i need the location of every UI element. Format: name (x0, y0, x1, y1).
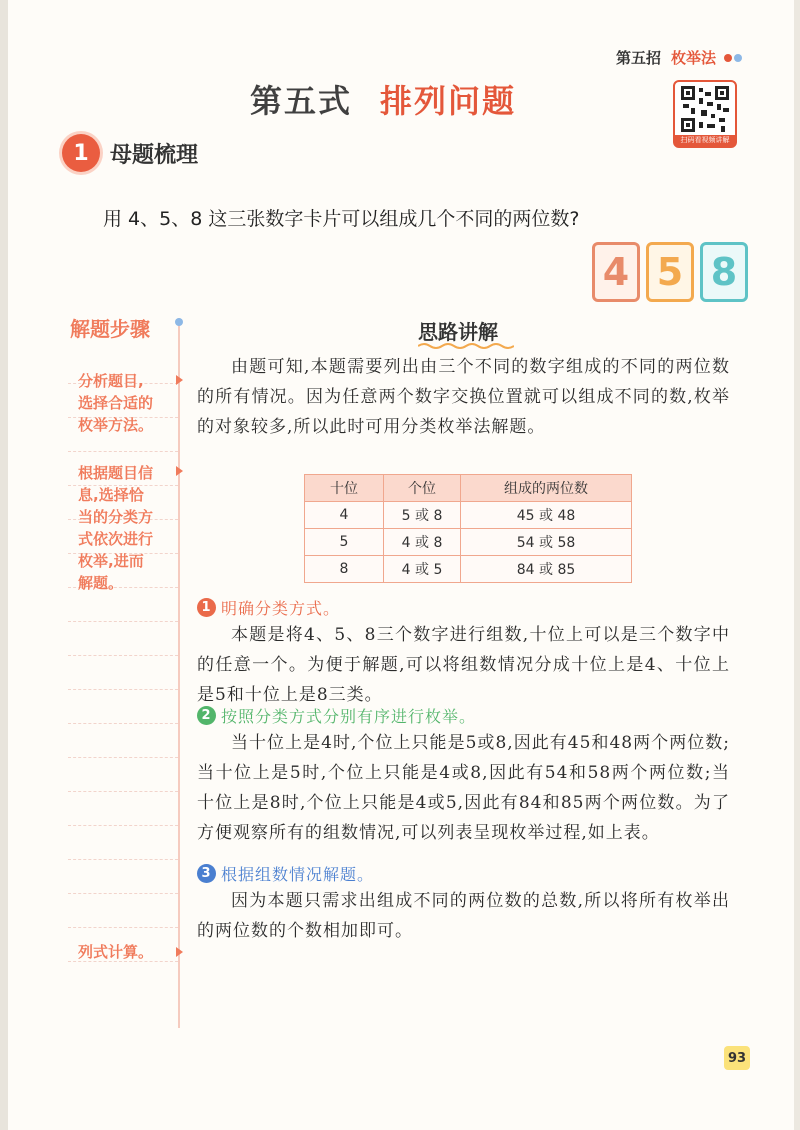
step-3-line: 列式计算。 (78, 943, 154, 961)
col-header-ones: 个位 (384, 475, 461, 502)
enumeration-table (304, 474, 632, 583)
sidebar-divider (178, 318, 180, 1028)
digit-card-8: 8 (700, 242, 748, 302)
step-1-line: 分析题目, (78, 372, 144, 390)
table-cell: 84 或 85 (461, 556, 632, 583)
wave-underline-icon (418, 342, 514, 350)
qr-caption: 扫码看视频讲解 (675, 135, 735, 146)
sidebar-heading: 解题步骤 (70, 317, 150, 341)
substep-1-title: 明确分类方式。 (221, 599, 341, 618)
intro-paragraph: 由题可知,本题需要列出由三个不同的数字组成的不同的两位数的所有情况。因为任意两个数字交换位置就可以组成不同的数,枚举的对象较多,所以此时可用分类枚举法解题。 (197, 357, 730, 437)
table-row (305, 529, 632, 556)
step-1-line: 选择合适的 (78, 394, 154, 412)
qr-code[interactable] (673, 80, 737, 148)
table-cell: 54 或 58 (461, 529, 632, 556)
table-cell: 4 或 5 (384, 556, 461, 583)
thought-heading: 思路讲解 (418, 320, 498, 344)
sidebar-ruled-lines (68, 350, 178, 962)
substep-1-heading (197, 596, 340, 619)
header-dots-icon (722, 54, 742, 62)
substep-3-text: 因为本题只需求出组成不同的两位数的总数,所以将所有枚举出的两位数的个数相加即可。 (197, 891, 730, 941)
substep-2-number: 2 (197, 706, 216, 725)
section-number: 1 (62, 134, 100, 172)
problem-question: 用 4、5、8 这三张数字卡片可以组成几个不同的两位数? (103, 208, 580, 230)
page-edge-left (0, 0, 8, 1130)
sidebar-step-3 (78, 941, 153, 963)
step-2-line: 枚举,进而 (78, 552, 144, 570)
table-cell: 8 (305, 556, 384, 583)
substep-3-heading (197, 862, 374, 885)
chapter-label: 第五招 (615, 49, 661, 67)
table-cell: 4 (305, 502, 384, 529)
sidebar-step-1 (78, 370, 153, 436)
step-1-arrow-icon (176, 375, 183, 385)
step-2-arrow-icon (176, 466, 183, 476)
page-title (250, 76, 516, 122)
step-2-line: 解题。 (78, 574, 124, 592)
substep-2-text: 当十位上是4时,个位上只能是5或8,因此有45和48两个两位数;当十位上是5时,个位上只能是4或8,因此有54和58两个两位数;当十位上是8时,个位上只能是4或5,因此有84和85两个两位数。为了方便观察所有的组数情况,可以列表呈现枚举过程,如上表。 (197, 733, 730, 843)
table-header-row (305, 475, 632, 502)
method-label: 枚举法 (670, 49, 716, 67)
page-edge-right (794, 0, 800, 1130)
step-2-line: 当的分类方 (78, 508, 154, 526)
step-1-line: 枚举方法。 (78, 416, 154, 434)
substep-1-text: 本题是将4、5、8三个数字进行组数,十位上可以是三个数字中的任意一个。为便于解题,可以将组数情况分成十位上是4、十位上是5和十位上是8三类。 (197, 625, 730, 705)
step-2-line: 根据题目信 (78, 464, 154, 482)
page-number: 93 (724, 1046, 750, 1070)
table-cell: 5 (305, 529, 384, 556)
col-header-tens: 十位 (305, 475, 384, 502)
step-2-line: 息,选择恰 (78, 486, 144, 504)
section-heading (62, 134, 198, 172)
qr-pattern-icon (681, 86, 729, 132)
step-2-line: 式依次进行 (78, 530, 154, 548)
digit-cards (592, 242, 748, 302)
table-row (305, 556, 632, 583)
col-header-numbers: 组成的两位数 (461, 475, 632, 502)
title-part1: 第五式 (250, 82, 353, 120)
table-cell: 45 或 48 (461, 502, 632, 529)
sidebar-step-2 (78, 462, 153, 594)
title-part2: 排列问题 (380, 82, 517, 120)
substep-1-number: 1 (197, 598, 216, 617)
table-cell: 4 或 8 (384, 529, 461, 556)
substep-3-number: 3 (197, 864, 216, 883)
table-row (305, 502, 632, 529)
section-title: 母题梳理 (110, 142, 199, 168)
substep-3-title: 根据组数情况解题。 (221, 865, 375, 884)
substep-2-title: 按照分类方式分别有序进行枚举。 (221, 707, 477, 726)
step-3-arrow-icon (176, 947, 183, 957)
sidebar-dot-icon (175, 318, 183, 326)
table-cell: 5 或 8 (384, 502, 461, 529)
substep-2-heading (197, 704, 476, 727)
digit-card-4: 4 (592, 242, 640, 302)
digit-card-5: 5 (646, 242, 694, 302)
running-header (616, 47, 742, 68)
